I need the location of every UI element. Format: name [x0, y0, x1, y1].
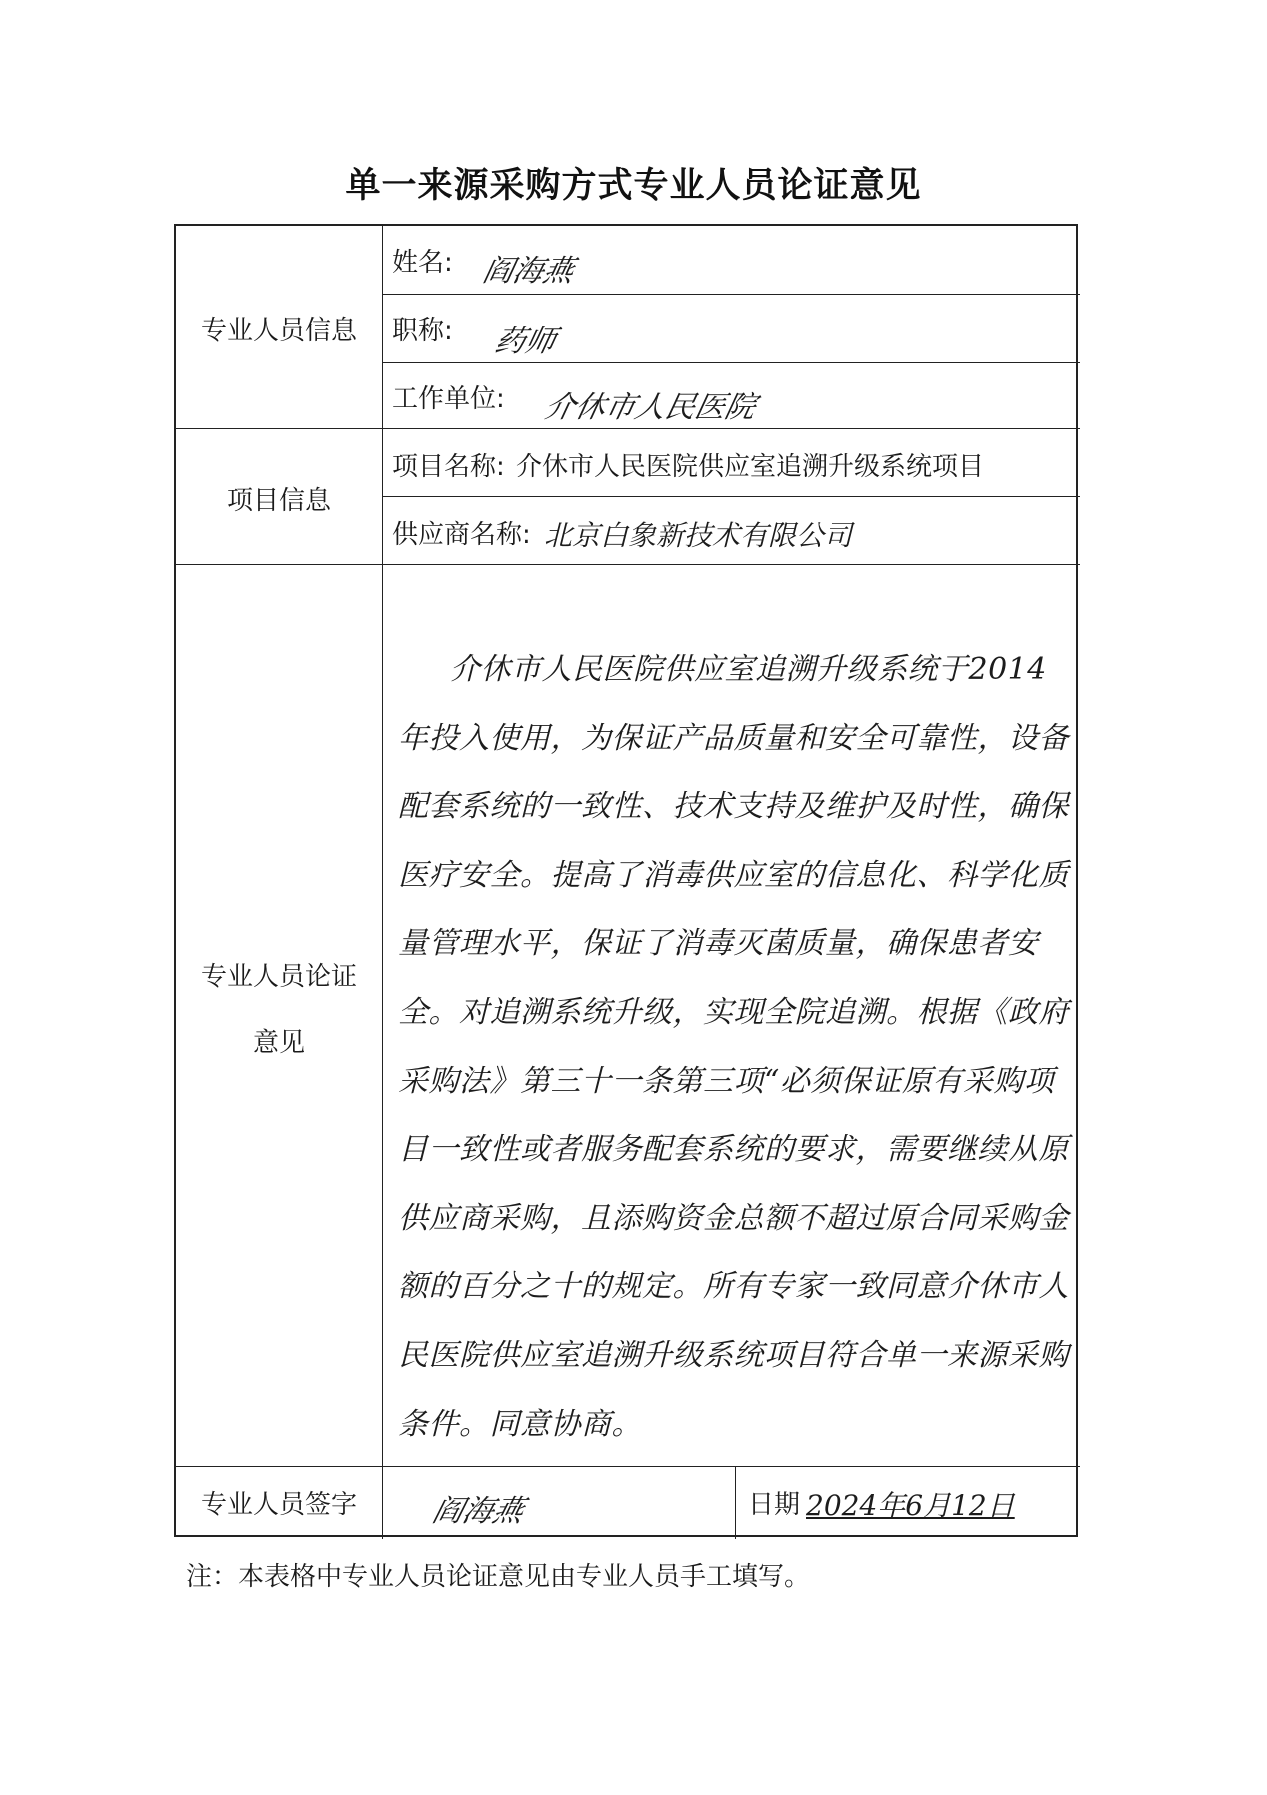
section-line [176, 428, 1080, 429]
row-line [382, 294, 1080, 295]
row-line [382, 496, 1080, 497]
opinion-label-line1: 专业人员论证 [200, 962, 357, 992]
date-divider [735, 1466, 736, 1539]
date-label: 日期 [748, 1490, 801, 1520]
column-divider [382, 226, 383, 1539]
form-table [174, 224, 1078, 1537]
footnote: 注：本表格中专业人员论证意见由专业人员手工填写。 [186, 1562, 811, 1592]
employer-label: 工作单位: [392, 384, 505, 414]
name-label: 姓名: [392, 248, 453, 278]
job-title-label: 职称: [392, 316, 453, 346]
opinion-text: 介休市人民医院供应室追溯升级系统于2014年投入使用，为保证产品质量和安全可靠性，设备配套系统的一致性、技术支持及维护及时性，确保医疗安全。提高了消毒供应室的信息化、科学化质量管理水平，保证了消毒灭菌质量，确保患者安全。对追溯系统升级，实现全院追溯。根据《政府采购法》第三十一条第三项“必须保证原有采购项目一致性或者服务配套系统的要求，需要继续从原供应商采购，且添购资金总额不超过原合同采购金额的百分之十的规定。所有专家一致同意介休市人民医院供应室追溯升级系统项目符合单一来源采购条件。同意协商。 [398, 652, 1069, 1442]
supplier-label: 供应商名称: [392, 520, 531, 550]
signature-value: 阎海燕 [428, 1494, 528, 1529]
project-info-label: 项目信息 [226, 486, 331, 516]
job-title-value: 药师 [491, 324, 559, 359]
row-line [382, 362, 1080, 363]
date-value: 2024年6月12日 [806, 1489, 1015, 1522]
project-name-label: 项目名称: [392, 452, 505, 482]
supplier-value: 北京白象新技术有限公司 [544, 519, 853, 552]
section-line [176, 564, 1080, 565]
section-line [176, 1466, 1080, 1467]
document-title: 单一来源采购方式专业人员论证意见 [345, 166, 922, 206]
employer-value: 介休市人民医院 [541, 390, 759, 425]
name-value: 阎海燕 [479, 254, 577, 289]
signature-label: 专业人员签字 [200, 1490, 357, 1520]
expert-info-label: 专业人员信息 [200, 316, 357, 346]
opinion-label-line2: 意见 [252, 1028, 305, 1058]
project-name-value: 介休市人民医院供应室追溯升级系统项目 [516, 452, 985, 482]
